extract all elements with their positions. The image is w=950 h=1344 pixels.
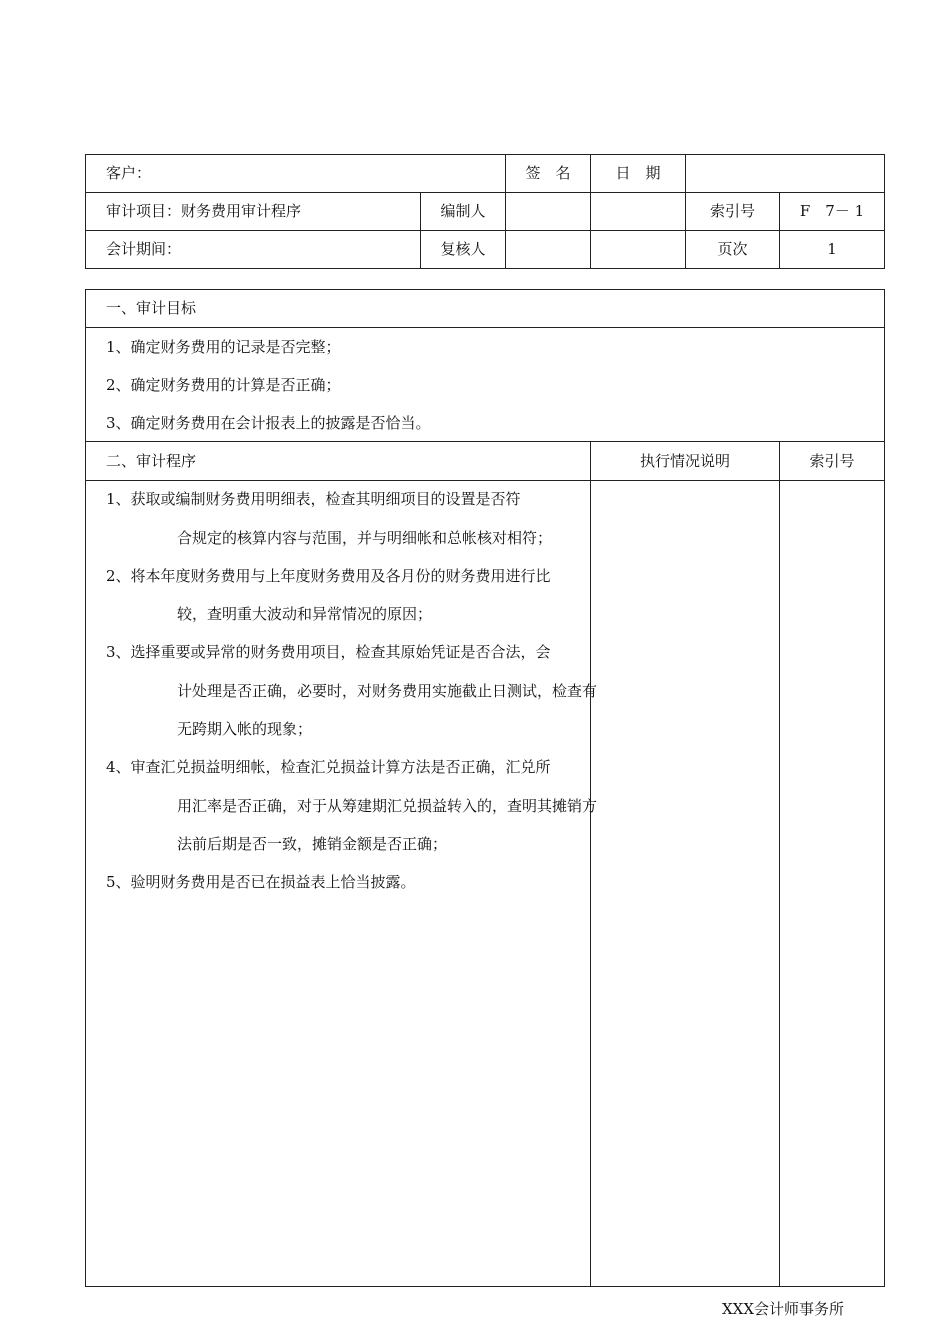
objective-item: 3、确定财务费用在会计报表上的披露是否恰当。	[106, 414, 431, 432]
index-label: 索引号	[709, 202, 755, 220]
procedure-line: 合规定的核算内容与范围，并与明细帐和总帐核对相符；	[177, 529, 553, 547]
procedure-line: 法前后期是否一致，摊销金额是否正确；	[177, 835, 448, 853]
procedures-title: 二、审计程序	[106, 452, 197, 470]
page-label: 页次	[717, 240, 748, 258]
procedure-line: 5、验明财务费用是否已在损益表上恰当披露。	[106, 873, 416, 891]
execution-column-header: 执行情况说明	[639, 452, 730, 470]
objective-item: 2、确定财务费用的计算是否正确；	[106, 376, 341, 394]
procedure-line: 较，查明重大波动和异常情况的原因；	[177, 605, 433, 623]
objective-item: 1、确定财务费用的记录是否完整；	[106, 338, 341, 356]
index-column-header: 索引号	[809, 452, 855, 470]
firm-name: XXX会计师事务所	[722, 1300, 845, 1318]
procedure-line: 4、审查汇兑损益明细帐，检查汇兑损益计算方法是否正确，汇兑所	[106, 758, 551, 776]
page-value: 1	[827, 240, 837, 258]
audit-item-label: 审计项目：财务费用审计程序	[106, 202, 302, 220]
procedure-line: 1、获取或编制财务费用明细表，检查其明细项目的设置是否符	[106, 490, 521, 508]
procedure-line: 2、将本年度财务费用与上年度财务费用及各月份的财务费用进行比	[106, 567, 551, 585]
client-label: 客户：	[106, 164, 152, 182]
preparer-label: 编制人	[440, 202, 486, 220]
date-label: 日 期	[615, 164, 661, 182]
sign-label: 签 名	[525, 164, 571, 182]
procedure-line: 3、选择重要或异常的财务费用项目，检查其原始凭证是否合法，会	[106, 643, 551, 661]
objectives-title: 一、审计目标	[106, 299, 197, 317]
period-label: 会计期间：	[106, 240, 182, 258]
procedure-line: 用汇率是否正确，对于从筹建期汇兑损益转入的，查明其摊销方	[177, 797, 598, 815]
reviewer-label: 复核人	[440, 240, 486, 258]
procedure-line: 无跨期入帐的现象；	[177, 720, 313, 738]
index-value: F 7－ 1	[799, 202, 865, 220]
procedure-line: 计处理是否正确，必要时，对财务费用实施截止日测试，检查有	[177, 682, 598, 700]
